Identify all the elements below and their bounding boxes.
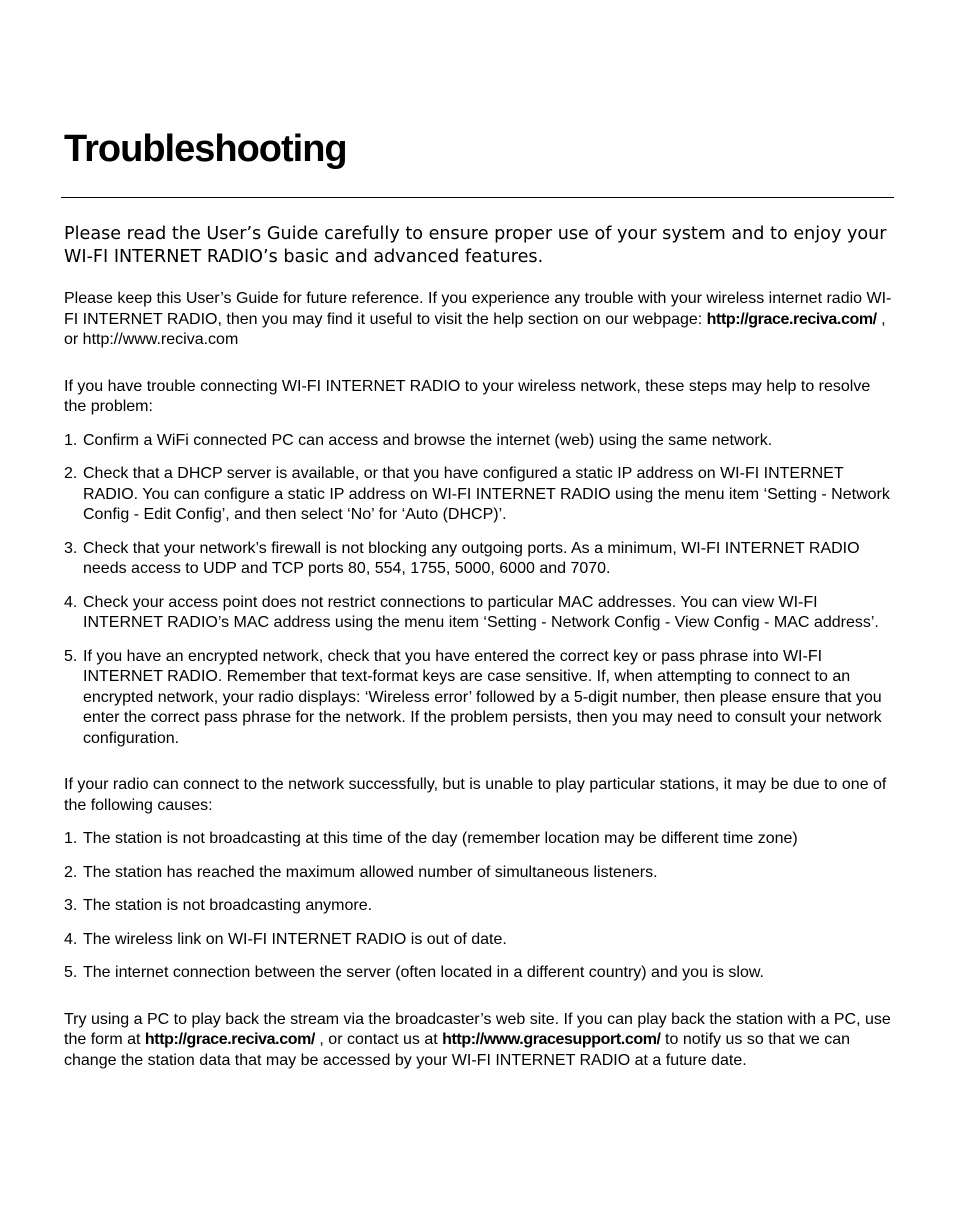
closing-text-1: Try using a PC to play back the stream via the broadcaster’s web site. If you can play back the station with a PC, use the form at [64,1010,891,1048]
closing-text-2: , or contact us at [314,1031,443,1048]
list-item [64,431,894,452]
list-text: The station is not broadcasting at this time of the day (remember location may be different time zone) [83,830,798,847]
list-text: Check that a DHCP server is available, or that you have configured a static IP address on WI-FI INTERNET RADIO. You can configure a static IP address on WI-FI INTERNET RADIO using the menu item ‘Setting - Network Config - Edit Config’, and then select ‘No’ for ‘Auto (DHCP)’. [83,465,890,523]
reference-paragraph [64,289,894,351]
list-text: The station is not broadcasting anymore. [83,897,373,914]
list-text: The station has reached the maximum allowed number of simultaneous listeners. [83,863,658,881]
list-number: 4. [64,593,78,611]
list-text: If you have an encrypted network, check that you have entered the correct key or pass phrase into WI-FI INTERNET RADIO. Remember that text-format keys are case sensitive. If, when attempting to connect to an encrypted network, your radio displays: ‘Wireless error’ followed by a 5-digit number, then please ensure that you enter the correct pass phrase for the network. If the problem persists, then you may need to consult your network configuration. [83,647,882,747]
list-number: 5. [64,964,78,981]
gracesupport-link[interactable]: http://www.gracesupport.com/ [442,1031,661,1048]
list-text: Check your access point does not restrict connections to particular MAC addresses. You can view WI-FI INTERNET RADIO’s MAC address using the menu item ‘Setting - Network Config - View Config - MAC address’. [83,593,879,631]
list-item [64,896,894,917]
list-item [64,464,894,526]
list-item [64,963,894,984]
list-item [64,647,894,750]
reference-text: Please keep this User’s Guide for future reference. If you experience any trouble with your wireless internet radio WI-FI INTERNET RADIO, then you may find it useful to visit the help section on our webpage: [64,290,892,328]
list-text: The internet connection between the server (often located in a different country) and you is slow. [83,964,764,981]
list-item [64,930,894,951]
list-number: 3. [64,897,78,914]
stations-intro: If your radio can connect to the network successfully, but is unable to play particular stations, it may be due to one of the following causes: [64,776,887,814]
list-item [64,539,894,580]
list-number: 4. [64,930,78,948]
list-text: Confirm a WiFi connected PC can access and browse the internet (web) using the same network. [83,431,773,449]
reference-tail: , or http://www.reciva.com [64,310,886,348]
list-number: 1. [64,830,78,847]
page-content [64,223,894,1071]
list-text: Check that your network’s firewall is not blocking any outgoing ports. As a minimum, WI-FI INTERNET RADIO needs access to UDP and TCP ports 80, 554, 1755, 5000, 6000 and 7070. [83,539,860,577]
list-item [64,593,894,634]
list-number: 2. [64,863,78,881]
list-text: The wireless link on WI-FI INTERNET RADIO is out of date. [83,930,507,948]
page-title: Troubleshooting [64,128,347,170]
station-causes-list [64,829,894,984]
list-item [64,863,894,884]
grace-reciva-link[interactable]: http://grace.reciva.com/ [706,310,877,328]
list-item [64,829,894,850]
list-number: 1. [64,431,78,449]
intro-paragraph: Please read the User’s Guide carefully to ensure proper use of your system and to enjoy your WI-FI INTERNET RADIO’s basic and advanced features. [64,224,887,267]
closing-text-3: to notify us so that we can change the station data that may be accessed by your WI-FI INTERNET RADIO at a future date. [64,1031,851,1069]
list-number: 3. [64,539,78,557]
title-divider [61,197,894,198]
list-number: 5. [64,647,78,665]
list-number: 2. [64,465,78,482]
closing-paragraph [64,1010,894,1072]
connect-intro: If you have trouble connecting WI-FI INTERNET RADIO to your wireless network, these steps may help to resolve the problem: [64,377,871,415]
grace-reciva-form-link[interactable]: http://grace.reciva.com/ [144,1031,315,1048]
connect-steps-list [64,431,894,750]
